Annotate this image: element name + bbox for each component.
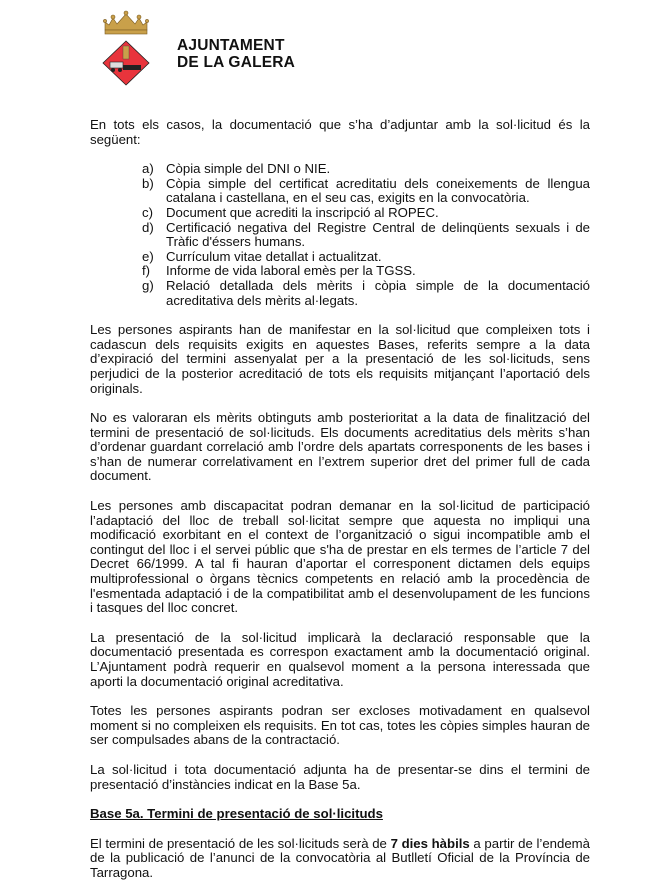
- submission-paragraph: La sol·licitud i tota documentació adjunta ha de presentar-se dins el termini de presentació d’instàncies indicat en la Base 5a.: [90, 761, 590, 792]
- list-item: a) Còpia simple del DNI o NIE.: [142, 161, 331, 177]
- coat-of-arms-icon: [97, 8, 155, 86]
- merits-paragraph: No es valoraran els mèrits obtinguts amb posterioritat a la data de finalització del termini de presentació de sol·licituds. Els documents acreditatius dels mèrits s’han d’ordenar guardant correlació amb l’ordre dels apartats corresponents de les bases i s’han de numerar correlativament en l’extrem superior dret del primer full de cada document.: [90, 410, 590, 484]
- list-item: b) Còpia simple del certificat acreditatiu dels coneixements de llengua catalana i castellana, en el seu cas, exigits en la convocatòria.: [142, 175, 590, 206]
- deadline-days: 7 dies hàbils: [390, 835, 470, 851]
- declaration-paragraph: La presentació de la sol·licitud implicarà la declaració responsable que la documentació presentada es correspon exactament amb la documentació original. L’Ajuntament podrà requerir en qualsevol moment a la persona interessada que aporti la documentació original acreditativa.: [90, 629, 590, 689]
- exclusion-paragraph: Totes les persones aspirants podran ser excloses motivadament en qualsevol moment si no compleixen els requisits. En tot cas, totes les còpies simples hauran de ser compulsades abans de la contractació.: [90, 703, 590, 748]
- list-item: f) Informe de vida laboral emès per la TGSS.: [142, 263, 416, 279]
- document-body: [90, 118, 590, 881]
- list-item: d) Certificació negativa del Registre Central de delinqüents sexuals i de Tràfic d'éssers humans.: [142, 219, 590, 250]
- organization-name: [177, 37, 295, 71]
- requirements-paragraph: Les persones aspirants han de manifestar en la sol·licitud que compleixen tots i cadascun dels requisits exigits en aquestes Bases, referits sempre a la data d’expiració del termini assenyalat per a la presentació de les sol·licituds, sens perjudici de la posterior acreditació de tots els requisits mitjançant l’aportació dels originals.: [90, 322, 590, 396]
- deadline-paragraph: El termini de presentació de les sol·licituds serà de 7 dies hàbils a partir de l’endemà de la publicació de l’anunci de la convocatòria al Butlletí Oficial de la Província de Tarragona.: [90, 835, 590, 880]
- list-item: c) Document que acrediti la inscripció al ROPEC.: [142, 204, 439, 220]
- disability-paragraph: Les persones amb discapacitat podran demanar en la sol·licitud de participació l’adaptació del lloc de treball sol·licitat sempre que aquesta no impliqui una modificació exorbitant en el context de l’organització o sigui incompatible amb el contingut del lloc i el servei públic que s'ha de prestar en els termes de l’article 7 del Decret 66/1999. A tal fi hauran d’aportar el corresponent dictamen dels equips multiprofessional o òrgans tècnics competents en relació amb la procedència de l'esmentada adaptació i de la compatibilitat amb el desenvolupament de les funcions i tasques del lloc concret.: [90, 498, 590, 616]
- section-heading: Base 5a. Termini de presentació de sol·licituds: [90, 806, 383, 822]
- org-line-2: DE LA GALERA: [177, 54, 296, 71]
- list-item: g) Relació detallada dels mèrits i còpia simple de la documentació acreditativa dels mèrits al·legats.: [142, 277, 590, 308]
- intro-paragraph: En tots els casos, la documentació que s’ha d’adjuntar amb la sol·licitud és la següent:: [90, 117, 590, 147]
- required-documents-list: [142, 162, 590, 308]
- org-line-1: AJUNTAMENT: [177, 37, 285, 54]
- list-item: e) Currículum vitae detallat i actualitzat.: [142, 248, 382, 264]
